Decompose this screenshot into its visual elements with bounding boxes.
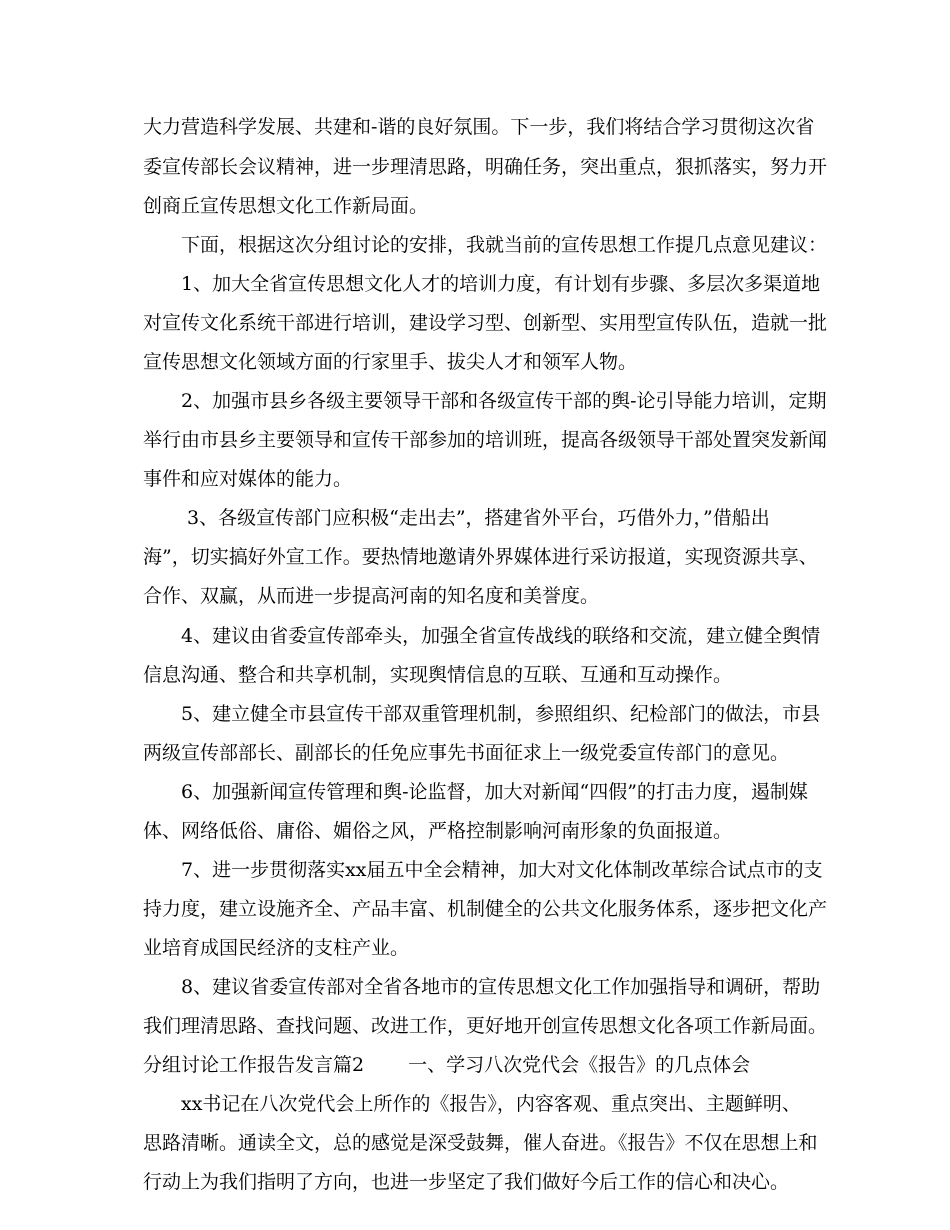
- text-line: 1、加大全省宣传思想文化人才的培训力度，有计划有步骤、多层次多渠道地: [143, 273, 821, 295]
- text-line: 我们理清思路、查找问题、改进工作，更好地开创宣传思想文化各项工作新局面。: [143, 1015, 828, 1037]
- text-line: 两级宣传部部长、副部长的任免应事先书面征求上一级党委宣传部门的意见。: [143, 742, 790, 764]
- text-line: 5、建立健全市县宣传干部双重管理机制，参照组织、纪检部门的做法，市县: [143, 703, 821, 725]
- text-line: 分组讨论工作报告发言篇2 一、学习八次党代会《报告》的几点体会: [143, 1054, 751, 1076]
- text-line: 下面，根据这次分组讨论的安排，我就当前的宣传思想工作提几点意见建议：: [143, 234, 828, 256]
- text-line: 4、建议由省委宣传部牵头，加强全省宣传战线的联络和交流，建立健全舆情: [143, 625, 821, 647]
- text-line: 业培育成国民经济的支柱产业。: [143, 937, 410, 959]
- text-line: 对宣传文化系统干部进行培训，建设学习型、创新型、实用型宣传队伍，造就一批: [143, 312, 828, 334]
- text-line: 事件和应对媒体的能力。: [143, 468, 353, 490]
- text-line: 7、进一步贯彻落实xx届五中全会精神，加大对文化体制改革综合试点市的支: [143, 859, 823, 881]
- text-line: 2、加强市县乡各级主要领导干部和各级宣传干部的舆-论引导能力培训，定期: [143, 390, 827, 412]
- text-line: 信息沟通、整合和共享机制，实现舆情信息的互联、互通和互动操作。: [143, 664, 733, 686]
- text-line: 宣传思想文化领域方面的行家里手、拔尖人才和领军人物。: [143, 351, 638, 373]
- text-line: 8、建议省委宣传部对全省各地市的宣传思想文化工作加强指导和调研，帮助: [143, 976, 821, 998]
- text-line: 体、网络低俗、庸俗、媚俗之风，严格控制影响河南形象的负面报道。: [143, 820, 733, 842]
- text-line: 思路清晰。通读全文，总的感觉是深受鼓舞，催人奋进。《报告》不仅在思想上和: [143, 1132, 818, 1154]
- text-line: 举行由市县乡主要领导和宣传干部参加的培训班，提高各级领导干部处置突发新闻: [143, 429, 828, 451]
- text-line: 行动上为我们指明了方向，也进一步坚定了我们做好今后工作的信心和决心。: [143, 1171, 790, 1193]
- text-line: 创商丘宣传思想文化工作新局面。: [143, 195, 429, 217]
- text-line: xx书记在八次党代会上所作的《报告》，内容客观、重点突出、主题鲜明、: [143, 1093, 801, 1115]
- text-line: 3、各级宣传部门应积极“走出去”，搭建省外平台，巧借外力，”借船出: [143, 507, 770, 529]
- text-line: 大力营造科学发展、共建和-谐的良好氛围。下一步，我们将结合学习贯彻这次省: [143, 116, 815, 138]
- text-line: 海”，切实搞好外宣工作。要热情地邀请外界媒体进行采访报道，实现资源共享、: [143, 546, 818, 568]
- text-line: 委宣传部长会议精神，进一步理清思路，明确任务，突出重点，狠抓落实，努力开: [143, 156, 828, 178]
- text-line: 6、加强新闻宣传管理和舆-论监督，加大对新闻“四假”的打击力度，遏制媒: [143, 781, 808, 803]
- text-line: 持力度，建立设施齐全、产品丰富、机制健全的公共文化服务体系，逐步把文化产: [143, 898, 828, 920]
- text-line: 合作、双赢，从而进一步提高河南的知名度和美誉度。: [143, 585, 600, 607]
